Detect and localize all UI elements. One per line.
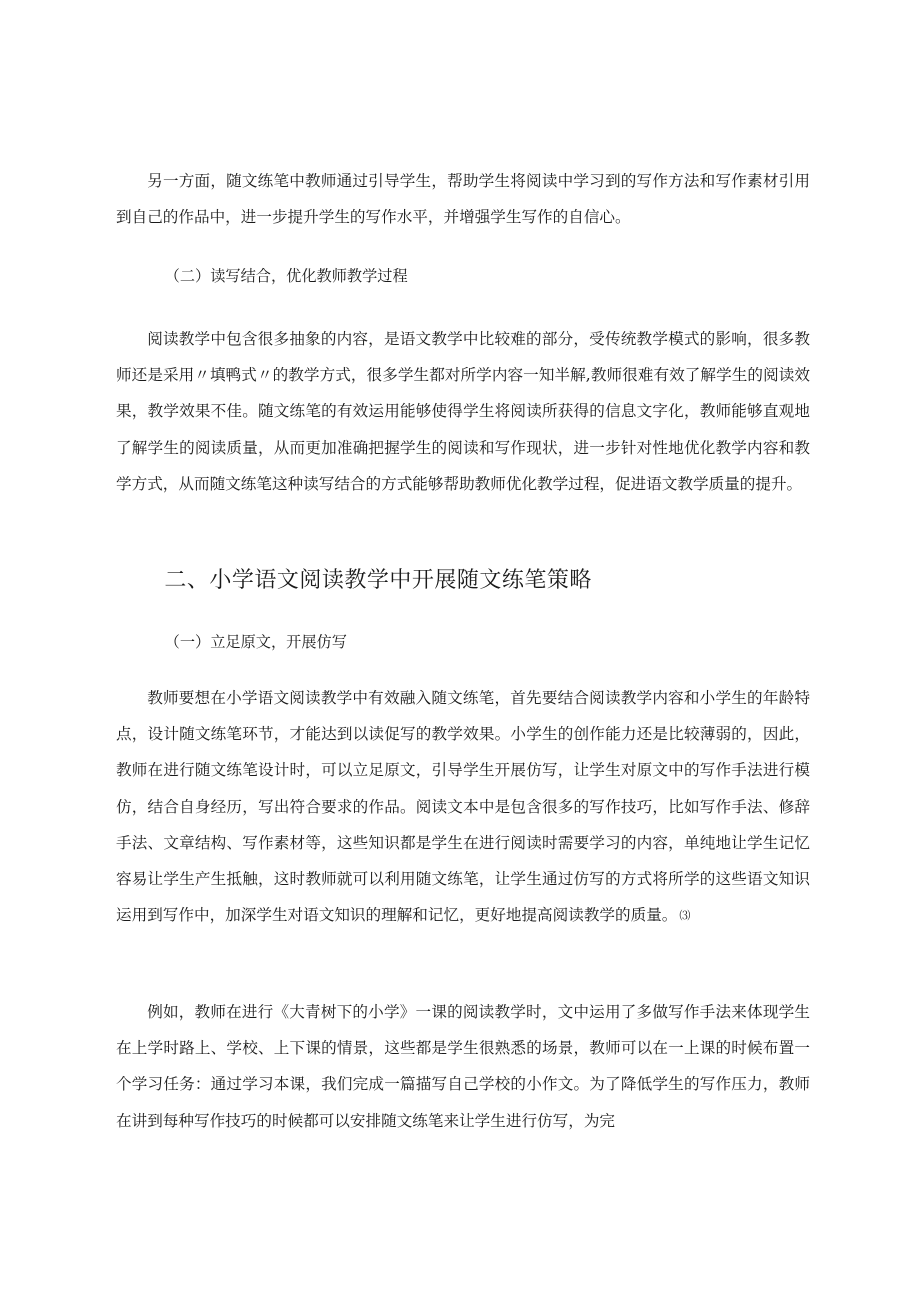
- section-heading-strategies: [116, 565, 810, 597]
- subheading-reading-writing: [116, 264, 810, 288]
- paragraph-teaching-process: [116, 321, 810, 502]
- section-heading-text: 二、小学语文阅读教学中开展随文练笔策略: [164, 568, 592, 593]
- paragraph-confidence: [116, 163, 810, 235]
- subheading-imitation: [116, 630, 810, 654]
- subheading-text: （二）读写结合，优化教师教学过程: [164, 267, 408, 285]
- paragraph-text: 例如，教师在进行《大青树下的小学》一课的阅读教学时，文中运用了多做写作手法来体现学生在上学时路上、学校、上下课的情景，这些都是学生很熟悉的场景，教师可以在一上课的时候布置一个学习任务：通过学习本课，我们完成一篇描写自己学校的小作文。为了降低学生的写作压力，教师在讲到每种写作技巧的时候都可以安排随文练笔来让学生进行仿写，为完: [116, 1003, 810, 1130]
- paragraph-imitation-writing: [116, 680, 810, 934]
- footnote-marker: ⑶: [679, 909, 691, 923]
- paragraph-text: 阅读教学中包含很多抽象的内容，是语文教学中比较难的部分，受传统教学模式的影响，很多教师还是采用〃填鸭式〃的教学方式，很多学生都对所学内容一知半解,教师很难有效了解学生的阅读效果，教学效果不佳。随文练笔的有效运用能够使得学生将阅读所获得的信息文字化，教师能够直观地了解学生的阅读质量，从而更加准确把握学生的阅读和写作现状，进一步针对性地优化教学内容和教学方式，从而随文练笔这种读写结合的方式能够帮助教师优化教学过程，促进语文教学质量的提升。: [116, 330, 810, 493]
- subheading-text: （一）立足原文，开展仿写: [164, 633, 347, 651]
- paragraph-text: 另一方面，随文练笔中教师通过引导学生，帮助学生将阅读中学习到的写作方法和写作素材引用到自己的作品中，进一步提升学生的写作水平，并增强学生写作的自信心。: [116, 172, 810, 227]
- paragraph-text: [116, 680, 810, 934]
- paragraph-example: [116, 994, 810, 1139]
- paragraph-body: 教师要想在小学语文阅读教学中有效融入随文练笔，首先要结合阅读教学内容和小学生的年龄特点，设计随文练笔环节，才能达到以读促写的教学效果。小学生的创作能力还是比较薄弱的，因此，教师在进行随文练笔设计时，可以立足原文，引导学生开展仿写，让学生对原文中的写作手法进行模仿，结合自身经历，写出符合要求的作品。阅读文本中是包含很多的写作技巧，比如写作手法、修辞手法、文章结构、写作素材等，这些知识都是学生在进行阅读时需要学习的内容，单纯地让学生记忆容易让学生产生抵触，这时教师就可以利用随文练笔，让学生通过仿写的方式将所学的这些语文知识运用到写作中，加深学生对语文知识的理解和记忆，更好地提高阅读教学的质量。: [116, 689, 810, 925]
